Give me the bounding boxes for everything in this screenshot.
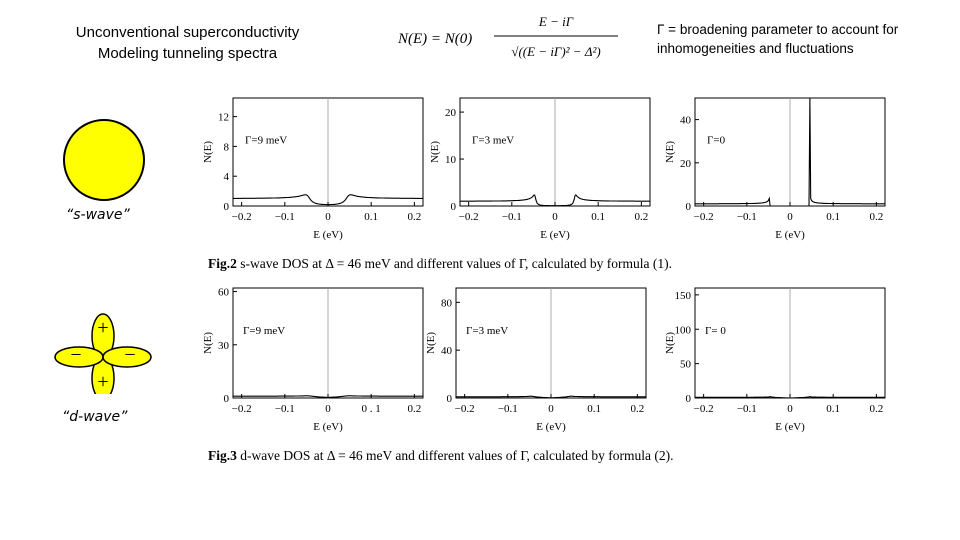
x-tick-label: 0.2 — [407, 211, 422, 223]
y-tick-label: 150 — [674, 289, 691, 302]
x-tick-label: 0.1 — [826, 403, 841, 415]
title-line-1: Unconventional superconductivity — [75, 24, 300, 41]
x-tick-label: 0 — [787, 211, 793, 223]
fig3-caption-tag: Fig.3 — [208, 448, 237, 463]
y-tick-label: 40 — [441, 345, 452, 358]
y-tick-label: 80 — [441, 297, 452, 310]
fig2-caption-text: s-wave DOS at Δ = 46 meV and different values of Γ, calculated by formula (1). — [240, 256, 672, 271]
y-tick-label: 50 — [680, 358, 691, 371]
x-tick-label: 0 — [552, 211, 558, 223]
x-axis-label: E (eV) — [775, 421, 805, 433]
x-tick-label: −0.2 — [693, 211, 714, 223]
d-wave-sign-bottom: + — [97, 371, 109, 393]
y-tick-label: 40 — [680, 114, 691, 127]
y-tick-label: 30 — [218, 339, 229, 352]
y-tick-label: 20 — [445, 107, 456, 120]
d-wave-label: “d-wave” — [62, 409, 128, 425]
y-tick-label: 4 — [223, 171, 229, 184]
x-tick-label: 0 . 1 — [361, 403, 381, 415]
plot-svg — [201, 92, 431, 250]
y-tick-label: 12 — [218, 111, 229, 124]
s-wave-circle — [64, 120, 144, 200]
fig2-caption — [208, 256, 672, 272]
x-tick-label: −0.2 — [454, 403, 475, 415]
fig3-caption — [208, 448, 673, 464]
dos-plot-d-gamma-3 — [424, 282, 654, 442]
d-wave-sign-right: − — [124, 344, 136, 366]
dos-formula — [398, 12, 620, 64]
y-axis-label: N(E) — [664, 141, 676, 163]
y-tick-label: 0 — [446, 393, 452, 405]
d-wave-symbol — [54, 312, 152, 394]
x-tick-label: −0.1 — [497, 403, 518, 415]
d-wave-sign-left: − — [70, 344, 82, 366]
x-tick-label: 0.1 — [591, 211, 606, 223]
y-axis-label: N(E) — [664, 332, 676, 354]
y-tick-label: 100 — [674, 324, 691, 337]
formula-denominator: √((E − iΓ)² − Δ²) — [511, 44, 601, 59]
x-tick-label: −0.1 — [501, 211, 522, 223]
slide-title — [40, 22, 335, 64]
s-wave-symbol — [62, 118, 146, 202]
x-tick-label: 0.2 — [869, 403, 884, 415]
x-tick-label: −0.2 — [693, 403, 714, 415]
y-tick-label: 10 — [445, 154, 456, 167]
x-tick-label: 0.1 — [364, 211, 379, 223]
fig2-caption-tag: Fig.2 — [208, 256, 237, 271]
plot-svg — [424, 282, 654, 442]
title-line-2: Modeling tunneling spectra — [97, 45, 278, 62]
x-tick-label: −0.1 — [736, 211, 757, 223]
y-axis-label: N(E) — [202, 141, 214, 163]
gamma-annotation: Γ= 0 — [705, 325, 726, 338]
dos-plot-s-gamma-9 — [201, 92, 431, 250]
plot-svg — [663, 282, 893, 442]
fig3-caption-text: d-wave DOS at Δ = 46 meV and different values of Γ, calculated by formula (2). — [240, 448, 674, 463]
plot-svg — [663, 92, 893, 250]
x-tick-label: 0.1 — [587, 403, 602, 415]
gamma-annotation: Γ=9 meV — [243, 325, 286, 338]
x-tick-label: −0.2 — [231, 403, 252, 415]
dos-plot-d-gamma-9 — [201, 282, 431, 442]
y-axis-label: N(E) — [202, 332, 214, 354]
y-tick-label: 60 — [218, 286, 229, 299]
x-tick-label: −0.1 — [736, 403, 757, 415]
s-wave-label: “s-wave” — [66, 207, 130, 223]
y-tick-label: 0 — [223, 393, 229, 405]
formula-lhs: N(E) = N(0) — [398, 31, 473, 47]
y-tick-label: 0 — [685, 201, 691, 213]
dos-plot-s-gamma-3 — [428, 92, 658, 250]
x-tick-label: 0.2 — [869, 211, 884, 223]
x-tick-label: 0 — [548, 403, 554, 415]
x-axis-label: E (eV) — [540, 229, 570, 241]
y-axis-label: N(E) — [425, 332, 437, 354]
y-axis-label: N(E) — [429, 141, 441, 163]
x-axis-label: E (eV) — [775, 229, 805, 241]
x-tick-label: 0.2 — [407, 403, 422, 415]
gamma-annotation: Γ=9 meV — [245, 134, 288, 147]
gamma-note: Γ = broadening parameter to account for inhomogeneities and fluctuations — [657, 22, 899, 56]
formula-numerator: E − iΓ — [538, 14, 574, 29]
plot-svg — [428, 92, 658, 250]
x-tick-label: 0 — [325, 211, 331, 223]
x-tick-label: −0.2 — [231, 211, 252, 223]
dos-plot-d-gamma-0 — [663, 282, 893, 442]
x-tick-label: −0.1 — [274, 211, 295, 223]
dos-plot-s-gamma-0 — [663, 92, 893, 250]
x-tick-label: 0.2 — [630, 403, 645, 415]
plot-svg — [201, 282, 431, 442]
x-tick-label: 0.1 — [826, 211, 841, 223]
y-tick-label: 8 — [223, 141, 229, 154]
gamma-annotation: Γ=3 meV — [466, 325, 509, 338]
x-tick-label: −0.2 — [458, 211, 479, 223]
x-tick-label: 0 — [787, 403, 793, 415]
gamma-annotation: Γ=3 meV — [472, 134, 515, 147]
x-axis-label: E (eV) — [313, 421, 343, 433]
x-axis-label: E (eV) — [313, 229, 343, 241]
gamma-annotation: Γ=0 — [707, 134, 726, 147]
d-wave-sign-top: + — [97, 317, 109, 339]
y-tick-label: 0 — [685, 393, 691, 405]
y-tick-label: 0 — [223, 201, 229, 213]
x-tick-label: 0.2 — [634, 211, 649, 223]
y-tick-label: 20 — [680, 157, 691, 170]
x-axis-label: E (eV) — [536, 421, 566, 433]
y-tick-label: 0 — [450, 201, 456, 213]
x-tick-label: 0 — [325, 403, 331, 415]
x-tick-label: −0.1 — [274, 403, 295, 415]
